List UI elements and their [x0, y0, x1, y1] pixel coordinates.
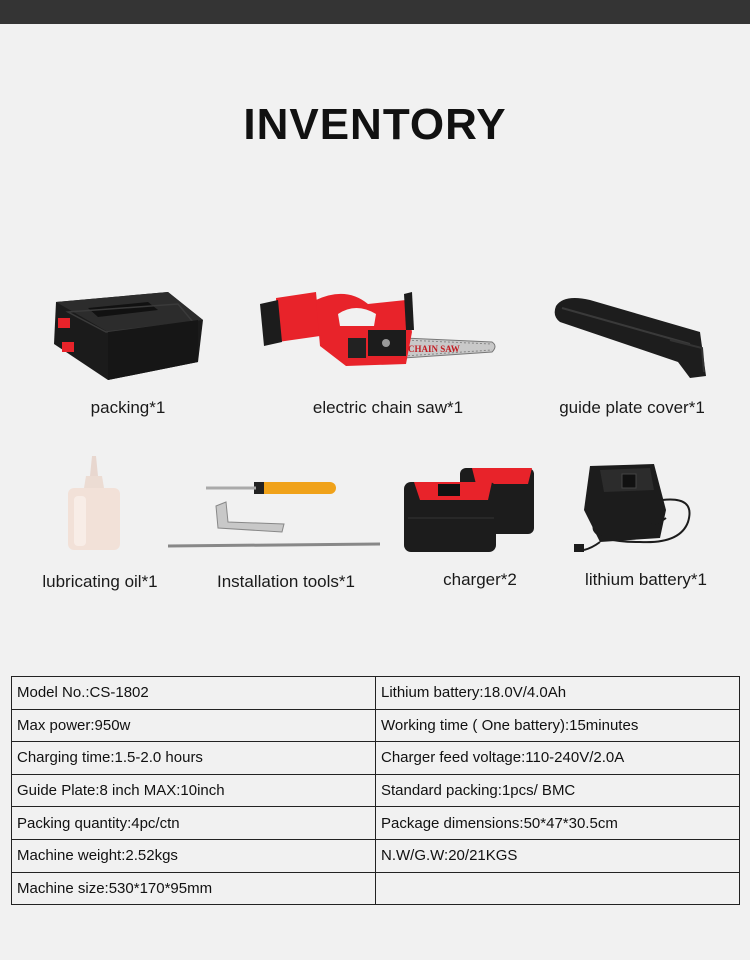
spec-cell: Guide Plate:8 inch MAX:10inch — [12, 774, 376, 807]
spec-cell — [376, 872, 740, 905]
chainsaw-icon — [256, 286, 501, 378]
spec-cell: Charging time:1.5-2.0 hours — [12, 742, 376, 775]
table-row — [12, 742, 740, 775]
spec-cell: Lithium battery:18.0V/4.0Ah — [376, 677, 740, 710]
table-row — [12, 677, 740, 710]
table-row — [12, 872, 740, 905]
item-caption: lithium battery*1 — [585, 570, 707, 589]
spec-cell: N.W/G.W:20/21KGS — [376, 839, 740, 872]
item-caption: charger*2 — [443, 570, 517, 589]
battery-pack-icon — [400, 458, 540, 554]
guide-plate-cover-icon — [550, 292, 720, 382]
spec-cell: Machine size:530*170*95mm — [12, 872, 376, 905]
table-row — [12, 709, 740, 742]
table-row — [12, 839, 740, 872]
spec-cell: Working time ( One battery):15minutes — [376, 709, 740, 742]
spec-cell: Model No.:CS-1802 — [12, 677, 376, 710]
item-caption: electric chain saw*1 — [312, 398, 464, 417]
item-caption: Installation tools*1 — [217, 572, 355, 591]
oil-bottle-icon — [60, 454, 130, 554]
spec-cell: Package dimensions:50*47*30.5cm — [376, 807, 740, 840]
spec-cell: Machine weight:2.52kgs — [12, 839, 376, 872]
top-bar — [0, 0, 750, 24]
item-caption: lubricating oil*1 — [42, 572, 158, 591]
tool-case-icon — [48, 282, 208, 382]
table-row — [12, 774, 740, 807]
table-row — [12, 807, 740, 840]
tools-icon — [166, 474, 382, 554]
spec-cell: Max power:950w — [12, 709, 376, 742]
charger-icon — [570, 460, 700, 556]
spec-table — [11, 676, 740, 905]
spec-cell: Standard packing:1pcs/ BMC — [376, 774, 740, 807]
item-caption: packing*1 — [90, 398, 166, 417]
spec-cell: Packing quantity:4pc/ctn — [12, 807, 376, 840]
page-title: INVENTORY — [243, 100, 507, 149]
spec-cell: Charger feed voltage:110-240V/2.0A — [376, 742, 740, 775]
item-caption: guide plate cover*1 — [559, 398, 705, 417]
saw-label: CHAIN SAW — [408, 344, 460, 354]
